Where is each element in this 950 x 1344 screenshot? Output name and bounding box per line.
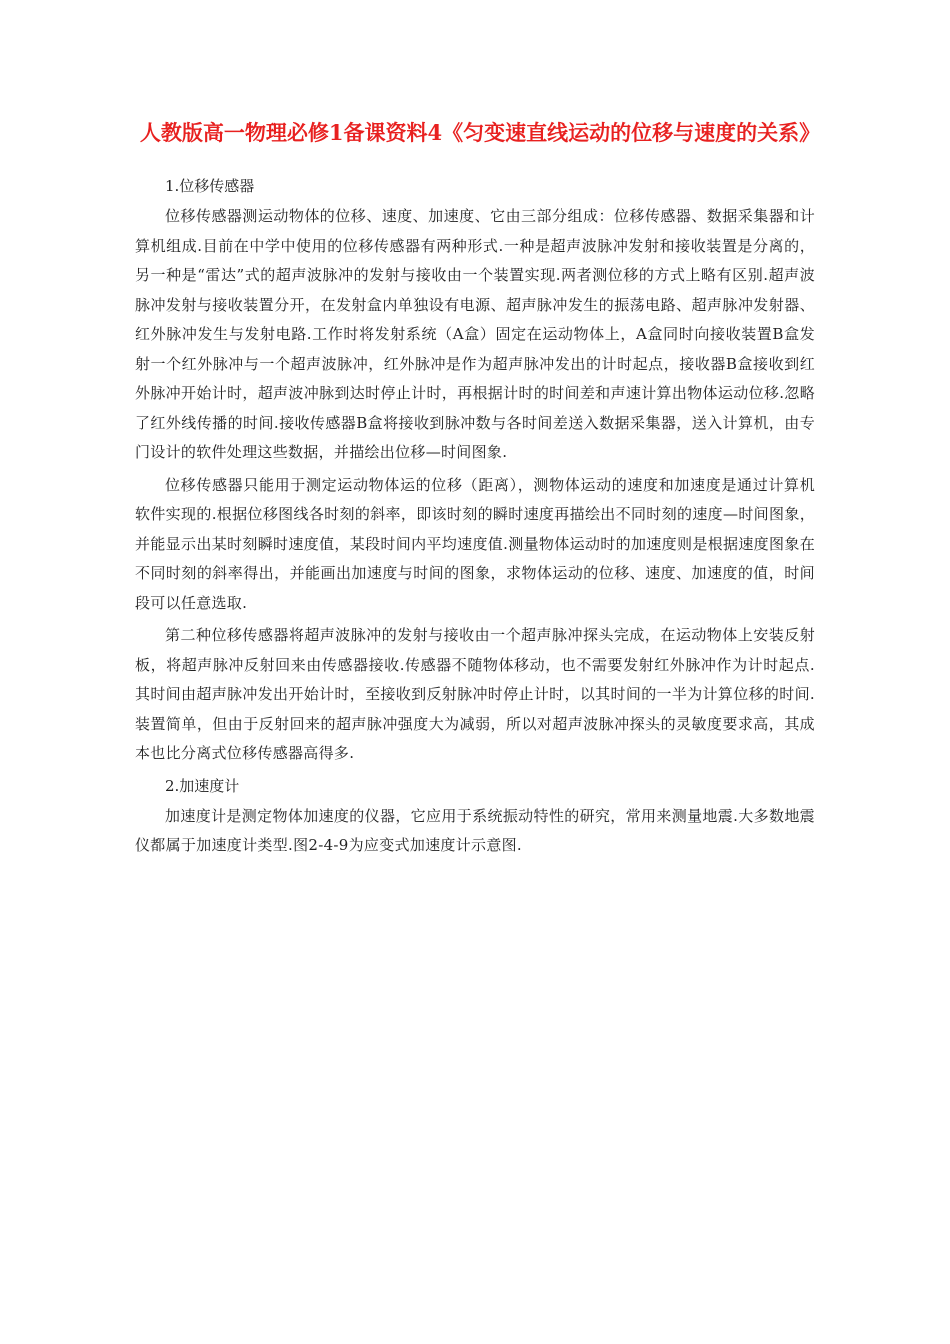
- paragraph: 第二种位移传感器将超声波脉冲的发射与接收由一个超声脉冲探头完成，在运动物体上安装反射板，将超声脉冲反射回来由传感器接收.传感器不随物体移动，也不需要发射红外脉冲作为计时起点.其时间由超声脉冲发出开始计时，至接收到反射脉冲时停止计时，以其时间的一半为计算位移的时间.装置简单，但由于反射回来的超声脉冲强度大为减弱，所以对超声波脉冲探头的灵敏度要求高，其成本也比分离式位移传感器高得多.: [135, 626, 815, 762]
- paragraph: 加速度计是测定物体加速度的仪器，它应用于系统振动特性的研究，常用来测量地震.大多数地震仪都属于加速度计类型.图2-4-9为应变式加速度计示意图.: [135, 806, 815, 854]
- paragraph: 位移传感器测运动物体的位移、速度、加速度、它由三部分组成：位移传感器、数据采集器和计算机组成.目前在中学中使用的位移传感器有两种形式.一种是超声波脉冲发射和接收装置是分离的，另一种是“雷达”式的超声波脉冲的发射与接收由一个装置实现.两者测位移的方式上略有区别.超声波脉冲发射与接收装置分开，在发射盒内单独设有电源、超声脉冲发生的振荡电路、超声脉冲发射器、红外脉冲发生与发射电路.工作时将发射系统（A盒）固定在运动物体上，A盒同时向接收装置B盒发射一个红外脉冲与一个超声波脉冲，红外脉冲是作为超声脉冲发出的计时起点，接收器B盒接收到红外脉冲开始计时，超声波冲脉到达时停止计时，再根据计时的时间差和声速计算出物体运动位移.忽略了红外线传播的时间.接收传感器B盒将接收到脉冲数与各时间差送入数据采集器，送入计算机，由专门设计的软件处理这些数据，并描绘出位移—时间图象.: [135, 207, 815, 461]
- paragraph: 位移传感器只能用于测定运动物体运的位移（距离），测物体运动的速度和加速度是通过计算机软件实现的.根据位移图线各时刻的斜率，即该时刻的瞬时速度再描绘出不同时刻的速度—时间图象，并能显示出某时刻瞬时速度值，某段时间内平均速度值.测量物体运动时的加速度则是根据速度图象在不同时刻的斜率得出，并能画出加速度与时间的图象，求物体运动的位移、速度、加速度的值，时间段可以任意选取.: [135, 475, 815, 612]
- section-heading-displacement-sensor: 1.位移传感器: [165, 177, 255, 195]
- document-body: [135, 172, 815, 864]
- document-title: 人教版高一物理必修1备课资料4《匀变速直线运动的位移与速度的关系》: [139, 120, 821, 145]
- section-heading-accelerometer: 2.加速度计: [165, 776, 240, 795]
